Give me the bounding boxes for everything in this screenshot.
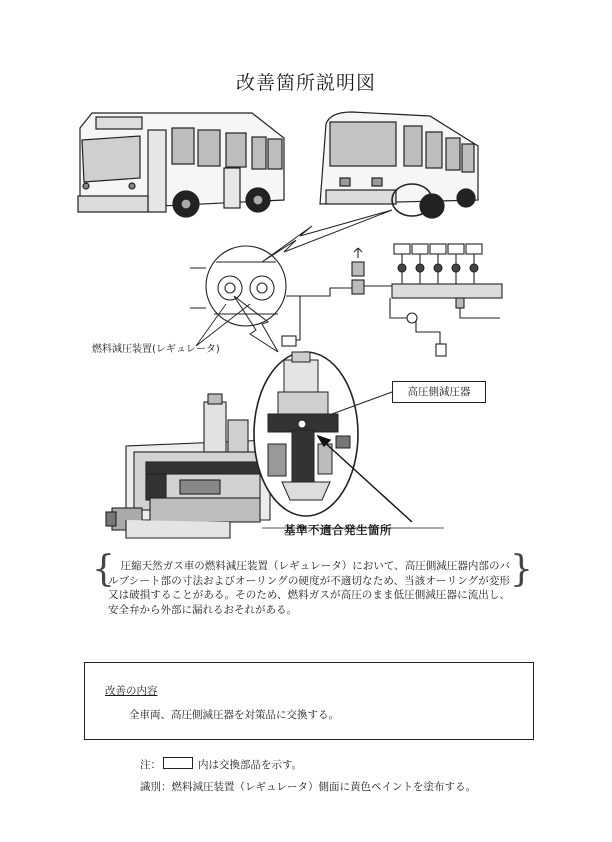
note: [140, 757, 302, 772]
improvement-heading: 改善の内容: [105, 685, 158, 697]
bus-rear-illustration: [320, 112, 478, 218]
identification-note: 識別：燃料減圧装置（レギュレータ）側面に黄色ペイントを塗布する。: [140, 781, 476, 793]
regulator-cross-section: [106, 394, 270, 538]
high-pressure-regulator-label: 高圧側減圧器: [392, 381, 486, 403]
note-suffix: 内は交換部品を示す。: [198, 759, 303, 771]
nonconformity-location-label: 基準不適合発生箇所: [284, 523, 392, 537]
replacement-part-swatch: [163, 757, 193, 769]
callout-arrow: [234, 296, 278, 352]
page-title: 改善箇所説明図: [235, 72, 376, 94]
defect-description: 圧縮天然ガス車の燃料減圧装置（レギュレータ）において、高圧側減圧器内部のバルブシート部の寸法およびオーリングの硬度が不適切なため、当該オーリングが変形又は破損することがある。そのため、燃料ガスが高圧のまま低圧側減圧器に流出し、安全弁から外部に漏れるおそれがある。: [108, 560, 510, 616]
callout-arrow: [262, 210, 392, 262]
note-prefix: 注：: [140, 759, 161, 771]
improvement-box: [84, 662, 534, 740]
bus-front-illustration: [78, 113, 284, 217]
improvement-body: 全車両、高圧側減圧器を対策品に交換する。: [129, 709, 339, 721]
regulator-label: 燃料減圧装置(レギュレータ): [92, 344, 220, 355]
left-bracket: {: [92, 549, 115, 590]
right-bracket: }: [510, 549, 533, 590]
